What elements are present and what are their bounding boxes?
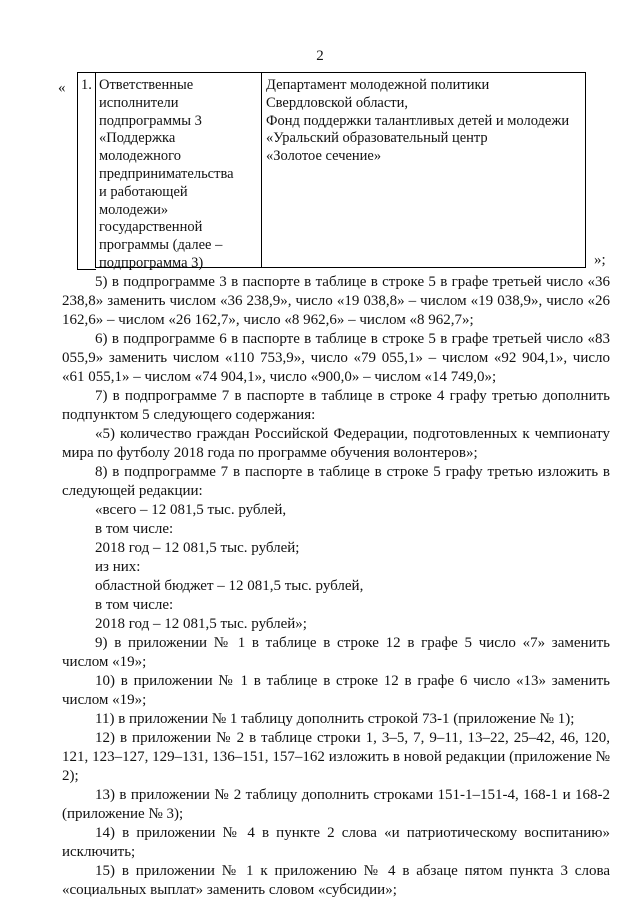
row-value-cell (261, 72, 586, 268)
name-line: «Поддержка (99, 130, 176, 147)
row-name-cell (95, 72, 261, 271)
name-line: исполнители (99, 94, 179, 111)
page-number: 2 (316, 48, 324, 64)
paragraph-item-8: 8) в подпрограмме 7 в паспорте в таблице в строке 5 графу третью изложить в следующей редакции: (62, 464, 610, 499)
name-line: молодежного (99, 148, 181, 165)
name-line: государственной (99, 219, 203, 236)
name-line: подпрограммы 3 (99, 112, 202, 129)
budget-line: «всего – 12 081,5 тыс. рублей, (95, 502, 287, 518)
name-line: предпринимательства (99, 165, 234, 182)
paragraph-item-9: 9) в приложении № 1 в таблице в строке 12 в графе 5 число «7» заменить числом «19»; (62, 635, 610, 670)
row-number-cell (77, 72, 96, 270)
paragraph-item-13: 13) в приложении № 2 таблицу дополнить строками 151-1–151-4, 168-1 и 168-2 (приложение № 3); (62, 787, 610, 822)
responsible-executors-table (58, 72, 606, 271)
paragraph-item-15: 15) в приложении № 1 к приложению № 4 в абзаце пятом пункта 3 слова «социальных выплат» заменить словом «субсидии»; (62, 863, 610, 898)
value-line: «Уральский образовательный центр (266, 130, 488, 147)
budget-line: в том числе: (95, 597, 174, 613)
name-line: Ответственные (99, 77, 194, 93)
document-body (62, 273, 610, 900)
name-line: подпрограмма 3) (99, 254, 204, 271)
name-line: молодежи» (99, 201, 169, 218)
budget-line: 2018 год – 12 081,5 тыс. рублей»; (95, 616, 307, 632)
value-line: Департамент молодежной политики (266, 77, 490, 93)
budget-line: из них: (95, 559, 141, 575)
budget-line: 2018 год – 12 081,5 тыс. рублей; (95, 540, 300, 556)
row-number: 1. (81, 77, 92, 93)
name-line: программы (далее – (99, 237, 223, 254)
paragraph-item-10: 10) в приложении № 1 в таблице в строке 12 в графе 6 число «13» заменить числом «19»; (62, 673, 610, 708)
budget-line: областной бюджет – 12 081,5 тыс. рублей, (95, 578, 364, 594)
paragraph-item-11: 11) в приложении № 1 таблицу дополнить строкой 73-1 (приложение № 1); (95, 711, 575, 727)
budget-line: в том числе: (95, 521, 174, 537)
value-line: Свердловской области, (266, 94, 409, 111)
paragraph-item-6: 6) в подпрограмме 6 в паспорте в таблице в строке 5 в графе третьей число «83 055,9» заменить числом «110 753,9», число «79 055,1» – числом «92 904,1», число «61 055,1» – числом «74 904,1», число «900,0» – числом «14 749,0»; (62, 331, 610, 385)
table-open-quote: « (58, 80, 66, 96)
table-close-quote: »; (594, 252, 606, 268)
value-line: Фонд поддержки талантливых детей и молодежи (266, 112, 570, 129)
paragraph-item-5: 5) в подпрограмме 3 в паспорте в таблице в строке 5 в графе третьей число «36 238,8» заменить числом «36 238,9», число «19 038,8» – числом «19 038,9», число «26 162,6» – числом «26 162,7», число «8 962,6» – числом «8 962,7»; (62, 274, 610, 328)
paragraph-item-7: 7) в подпрограмме 7 в паспорте в таблице в строке 4 графу третью дополнить подпунктом 5 следующего содержания: (62, 388, 610, 423)
paragraph-item-12: 12) в приложении № 2 в таблице строки 1, 3–5, 7, 9–11, 13–22, 25–42, 46, 120, 121, 123–127, 129–131, 136–151, 157–162 изложить в новой редакции (приложение № 2); (62, 730, 610, 784)
value-line: «Золотое сечение» (266, 148, 382, 165)
paragraph-item-14: 14) в приложении № 4 в пункте 2 слова «и патриотическому воспитанию» исключить; (62, 825, 610, 860)
quoted-subitem-5: «5) количество граждан Российской Федерации, подготовленных к чемпионату мира по футболу 2018 года по программе обучения волонтеров»; (62, 426, 610, 461)
name-line: и работающей (99, 183, 188, 200)
